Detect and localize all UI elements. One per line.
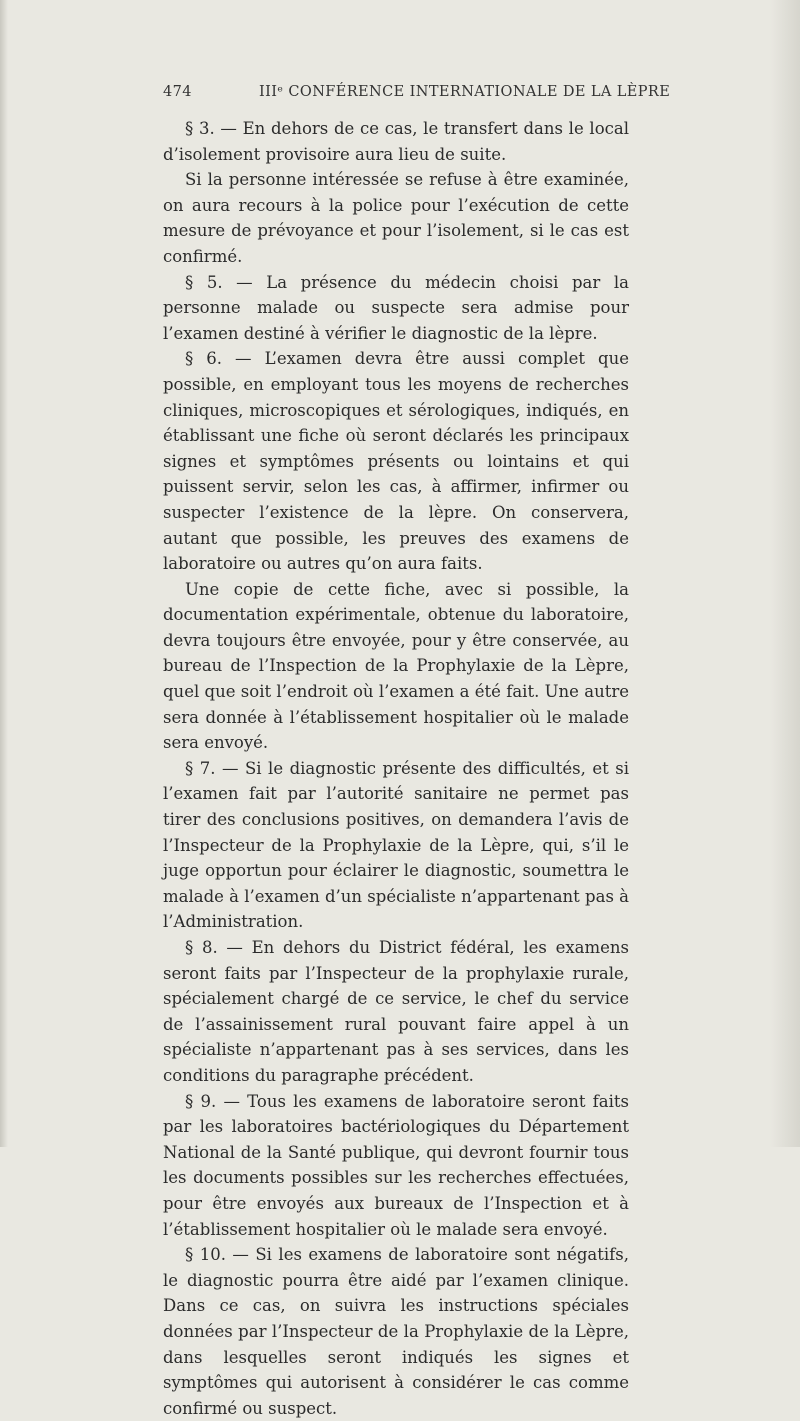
- paragraph-copy-of-record: Une copie de cette fiche, avec si possible, la documentation expérimentale, obtenue du laboratoire, devra toujours être envoyée, pour y être conservée, au bureau de l’Inspection de la Prophylaxie de la Lèpre, quel que soit l’endroit où l’examen a été fait. Une autre sera donnée à l’établissement hospitalier où le malade sera envoyé.: [163, 579, 629, 753]
- page-number: 474: [163, 84, 192, 100]
- running-title: IIIᵉ CONFÉRENCE INTERNATIONALE DE LA LÈPRE: [259, 84, 671, 100]
- paragraph-section-7: § 7. — Si le diagnostic présente des difficultés, et si l’examen fait par l’autorité sanitaire ne permet pas tirer des conclusions positives, on demandera l’avis de l’Inspecteur de la Prophylaxie de la Lèpre, qui, s’il le juge opportun pour éclairer le diagnostic, soumettra le malade à l’examen d’un spécialiste n’appartenant pas à l’Administration.: [163, 758, 629, 932]
- running-head: [163, 84, 671, 106]
- paragraph-section-10: § 10. — Si les examens de laboratoire sont négatifs, le diagnostic pourra être aidé par l’examen clinique. Dans ce cas, on suivra les instructions spéciales données par l’Inspecteur de la Prophylaxie de la Lèpre, dans lesquelles seront indiqués les signes et symptômes qui autorisent à considérer le cas comme confirmé ou suspect.: [163, 1245, 629, 1418]
- paragraph-refusal: Si la personne intéressée se refuse à être examinée, on aura recours à la police pour l’exécution de cette mesure de prévoyance et pour l’isolement, si le cas est confirmé.: [163, 170, 629, 266]
- body-text: [163, 116, 629, 1421]
- paragraph-section-8: § 8. — En dehors du District fédéral, les examens seront faits par l’Inspecteur de la prophylaxie rurale, spécialement chargé de ce service, le chef du service de l’assainissement rural pouvant faire appel à un spécialiste n’appartenant pas à ses services, dans les conditions du paragraphe précédent.: [163, 938, 629, 1085]
- page-edge-left: [0, 0, 8, 1147]
- paragraph-section-3: § 3. — En dehors de ce cas, le transfert dans le local d’isolement provisoire aura lieu de suite.: [163, 119, 629, 164]
- paragraph-section-5: § 5. — La présence du médecin choisi par la personne malade ou suspecte sera admise pour l’examen destiné à vérifier le diagnostic de la lèpre.: [163, 272, 629, 343]
- paragraph-section-6: § 6. — L’examen devra être aussi complet que possible, en employant tous les moyens de recherches cliniques, microscopiques et sérologiques, indiqués, en établissant une fiche où seront déclarés les principaux signes et symptômes présents ou lointains et qui puissent servir, selon les cas, à affirmer, infirmer ou suspecter l’existence de la lèpre. On conservera, autant que possible, les preuves des examens de laboratoire ou autres qu’on aura faits.: [163, 349, 629, 574]
- paragraph-section-9: § 9. — Tous les examens de laboratoire seront faits par les laboratoires bactériologiques du Département National de la Santé publique, qui devront fournir tous les documents possibles sur les recherches effectuées, pour être envoyés aux bureaux de l’Inspection et à l’établissement hospitalier où le malade sera envoyé.: [163, 1091, 629, 1239]
- page-edge-right: [770, 0, 800, 1147]
